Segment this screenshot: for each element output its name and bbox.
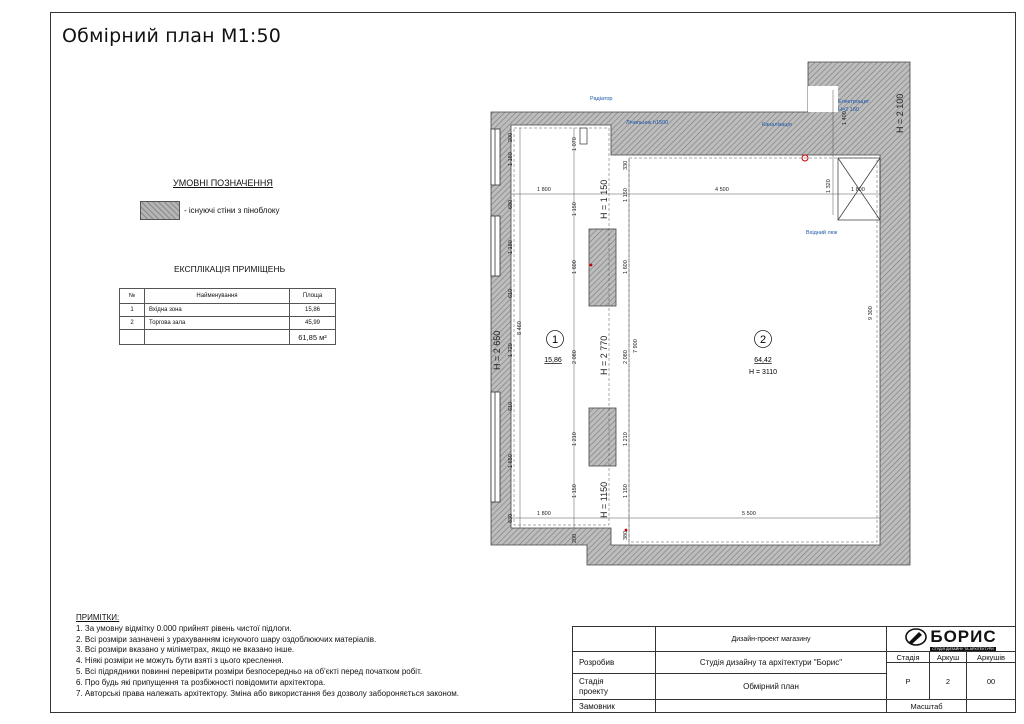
sheet-label: Аркуш — [929, 651, 967, 663]
height-label: H = 1 150 — [599, 179, 609, 219]
cell-number: 1 — [120, 304, 145, 317]
logo-text: БОРИС — [930, 627, 997, 646]
dim-1800: 1 800 — [537, 511, 551, 517]
marker-dot — [590, 264, 593, 267]
note-item: 1. За умовну відмітку 0.000 прийнят рівень чистої підлоги. — [76, 623, 292, 633]
page-title: Обмірний план М1:50 — [62, 25, 282, 47]
dim-610: 610 — [508, 288, 514, 298]
room-number: 2 — [759, 334, 767, 346]
radiator-symbol — [580, 128, 587, 144]
dim-8460: 8 460 — [517, 321, 523, 335]
dim-1650: 1 650 — [508, 454, 514, 468]
dim-1070: 1 070 — [572, 137, 578, 151]
dim-200: 200 — [572, 533, 578, 543]
note-item: 7. Авторські права належать архітектору. Зміна або використання без дозволу забороняється законом. — [76, 688, 459, 698]
room-marker-2 — [749, 331, 777, 377]
dim-1150: 1 150 — [572, 484, 578, 498]
dim-1720: 1 720 — [508, 343, 514, 357]
dim-330: 330 — [623, 160, 629, 170]
room-area: 15,86 — [544, 357, 562, 364]
dim-1400: 1 400 — [842, 111, 848, 125]
stage-project-label: Стадія проекту — [572, 673, 656, 700]
label-radiator: Радіатор — [590, 96, 613, 102]
explication-heading: ЕКСПЛІКАЦІЯ ПРИМІЩЕНЬ — [174, 264, 286, 274]
room-height: H = 3110 — [748, 369, 778, 376]
room-marker-1 — [544, 331, 563, 365]
dim-1210: 1 210 — [572, 432, 578, 446]
col-header-name: Найменування — [145, 289, 290, 304]
dim-1150: 1 150 — [623, 188, 629, 202]
note-item: 3. Всі розміри вказано у міліметрах, якщо не вказано інше. — [76, 645, 295, 655]
shaft-wall — [808, 86, 838, 112]
column — [589, 408, 616, 466]
label-sewer: Каналізація — [762, 122, 792, 128]
project-name: Дизайн-проект магазину — [655, 626, 887, 652]
notes-heading: ПРИМІТКИ: — [76, 613, 120, 622]
note-item: 2. Всі розміри зазначені з урахуванням існуючого шару оздоблюючих матеріалів. — [76, 634, 377, 644]
cell-number: 2 — [120, 317, 145, 330]
window — [491, 129, 500, 185]
column — [589, 229, 616, 306]
scale-label: Масштаб — [886, 699, 967, 713]
dim-1180: 1 180 — [508, 152, 514, 166]
dim-4500: 4 500 — [715, 187, 729, 193]
label-meter: Лічильник h1500 — [626, 120, 669, 126]
legend-wall-text: - існуючі стіни з піноблоку — [184, 206, 280, 215]
window — [491, 392, 500, 502]
logo-subtitle: СТУДІЯ ДИЗАЙНУ ТА АРХІТЕКТУРИ — [932, 647, 994, 651]
dim-5500: 5 500 — [742, 511, 756, 517]
dim-1180: 1 180 — [508, 240, 514, 254]
label-electric: Електрощит — [838, 99, 870, 105]
developer-name: Студія дизайну та архітектури "Борис" — [655, 651, 887, 674]
col-header-number: № — [120, 289, 145, 304]
dim-1150: 1 150 — [623, 484, 629, 498]
dim-680: 680 — [508, 199, 514, 209]
room-area: 64,42 — [754, 357, 772, 364]
dim-1600: 1 600 — [572, 260, 578, 274]
height-label: H = 2 650 — [492, 330, 502, 370]
stage-label: Стадія — [886, 651, 930, 663]
dim-7900: 7 900 — [633, 339, 639, 353]
dim-200: 200 — [508, 132, 514, 142]
sheet-title: Обмірний план — [655, 673, 887, 700]
existing-walls — [491, 62, 910, 565]
label-hatch: Вхідний люк — [806, 230, 838, 236]
dim-380: 380 — [623, 530, 629, 540]
window — [491, 216, 500, 276]
sheets-label: Аркушів — [966, 651, 1016, 663]
cell-name: Вхідна зона — [145, 304, 290, 317]
dim-9300: 9 300 — [868, 306, 874, 320]
wall-outline — [491, 62, 910, 565]
developer-label: Розробив — [572, 651, 656, 674]
stage-value: Р — [886, 662, 930, 700]
cell-total: 61,85 м² — [290, 330, 336, 345]
dim-1800: 1 800 — [851, 187, 865, 193]
height-label: H = 2 770 — [599, 335, 609, 375]
dim-630: 630 — [508, 513, 514, 523]
note-item: 6. Про будь які припущення та розбіжності повідомити архітектора. — [76, 677, 326, 687]
dim-1210: 1 210 — [623, 432, 629, 446]
dim-2080: 2 080 — [623, 350, 629, 364]
dim-1600: 1 600 — [623, 260, 629, 274]
dim-1800: 1 800 — [537, 187, 551, 193]
dim-2080: 2 080 — [572, 350, 578, 364]
sheets-value: 00 — [966, 662, 1016, 700]
note-item: 4. Ніякі розміри не можуть бути взяті з цього креслення. — [76, 656, 284, 666]
col-header-area: Площа — [290, 289, 336, 304]
cell-area: 15,86 — [290, 304, 336, 317]
height-label: H = 2 100 — [895, 93, 905, 133]
sheet-value: 2 — [929, 662, 967, 700]
room-number: 1 — [551, 334, 559, 346]
dim-610: 610 — [508, 401, 514, 411]
cell-name: Торгова зала — [145, 317, 290, 330]
dim-1150: 1 150 — [572, 202, 578, 216]
label-electric-height: H=2 160 — [838, 107, 859, 113]
dim-1320: 1 320 — [826, 179, 832, 193]
cell-area: 45,99 — [290, 317, 336, 330]
client-label: Замовник — [572, 699, 656, 713]
legend-heading: УМОВНІ ПОЗНАЧЕННЯ — [173, 178, 273, 188]
note-item: 5. Всі підрядники повинні перевірити розміри безпосередньо на об'єкті перед початком робіт. — [76, 666, 423, 676]
height-label: H = 1150 — [599, 481, 609, 518]
dash-guides — [514, 128, 877, 542]
